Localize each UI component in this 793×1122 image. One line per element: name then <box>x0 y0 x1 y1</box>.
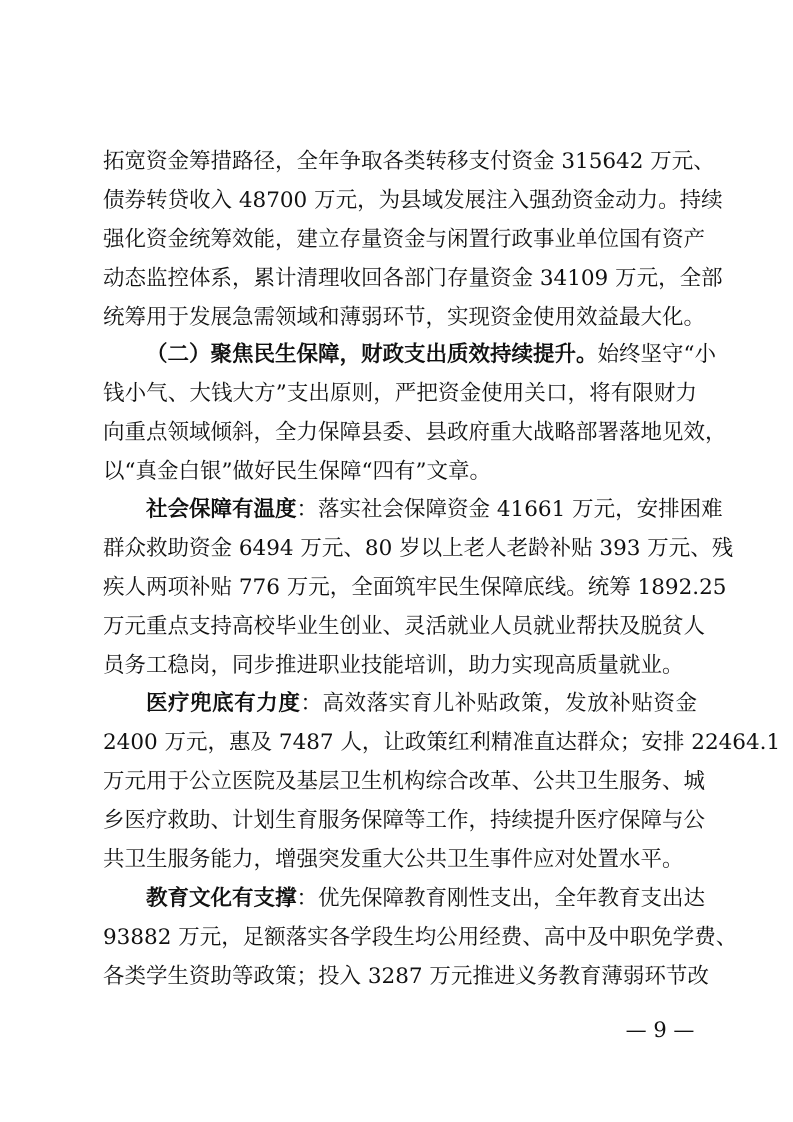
subheading: 医疗兜底有力度 <box>146 691 301 716</box>
subheading: 教育文化有支撑 <box>146 886 297 911</box>
paragraph-line: 万元重点支持高校毕业生创业、灵活就业人员就业帮扶及脱贫人 <box>103 614 706 639</box>
paragraph-line: 乡医疗救助、计划生育服务保障等工作，持续提升医疗保障与公 <box>103 808 706 833</box>
paragraph-line: 2400 万元，惠及 7487 人，让政策红利精准直达群众；安排 22464.1 <box>103 730 781 755</box>
paragraph-text: ：落实社会保障资金 41661 万元，安排困难 <box>296 497 723 522</box>
paragraph-line: 万元用于公立医院及基层卫生机构综合改革、公共卫生服务、城 <box>103 769 706 794</box>
subheading-line <box>146 495 723 525</box>
paragraph-line: 93882 万元，足额落实各学段生均公用经费、高中及中职免学费、 <box>103 925 738 950</box>
paragraph-line: 动态监控体系，累计清理收回各部门存量资金 34109 万元，全部 <box>103 266 723 291</box>
paragraph-line: 以“真金白银”做好民生保障“四有”文章。 <box>103 459 491 484</box>
paragraph-line: 共卫生服务能力，增强突发重大公共卫生事件应对处置水平。 <box>103 847 684 872</box>
subheading-line <box>146 689 697 719</box>
paragraph-line: 拓宽资金筹措路径，全年争取各类转移支付资金 315642 万元、 <box>103 149 715 174</box>
paragraph-line: 统筹用于发展急需领域和薄弱环节，实现资金使用效益最大化。 <box>103 305 706 330</box>
paragraph-line: 债券转贷收入 48700 万元，为县域发展注入强劲资金动力。持续 <box>103 188 723 213</box>
paragraph-line: 员务工稳岗，同步推进职业技能培训，助力实现高质量就业。 <box>103 653 684 678</box>
section-heading: （二）聚焦民生保障，财政支出质效持续提升。 <box>146 342 598 367</box>
paragraph-line: 钱小气、大钱大方”支出原则，严把资金使用关口，将有限财力 <box>103 381 697 406</box>
paragraph-line: 各类学生资助等政策；投入 3287 万元推进义务教育薄弱环节改 <box>103 964 709 989</box>
page-number: — 9 — <box>625 1018 695 1042</box>
paragraph-text: ：高效落实育儿补贴政策，发放补贴资金 <box>300 691 697 716</box>
paragraph-text: ：优先保障教育刚性支出，全年教育支出达 <box>296 886 706 911</box>
paragraph-text: 始终坚守“小 <box>597 342 717 367</box>
paragraph-line: 群众救助资金 6494 万元、80 岁以上老人老龄补贴 393 万元、残 <box>103 536 734 561</box>
paragraph-line: 向重点领域倾斜，全力保障县委、县政府重大战略部署落地见效， <box>103 420 727 445</box>
paragraph-line: 强化资金统筹效能，建立存量资金与闲置行政事业单位国有资产 <box>103 227 706 252</box>
subheading: 社会保障有温度 <box>146 497 297 522</box>
subheading-line <box>146 884 706 914</box>
section-heading-line <box>146 340 717 370</box>
paragraph-line: 疾人两项补贴 776 万元，全面筑牢民生保障底线。统筹 1892.25 <box>103 575 727 600</box>
